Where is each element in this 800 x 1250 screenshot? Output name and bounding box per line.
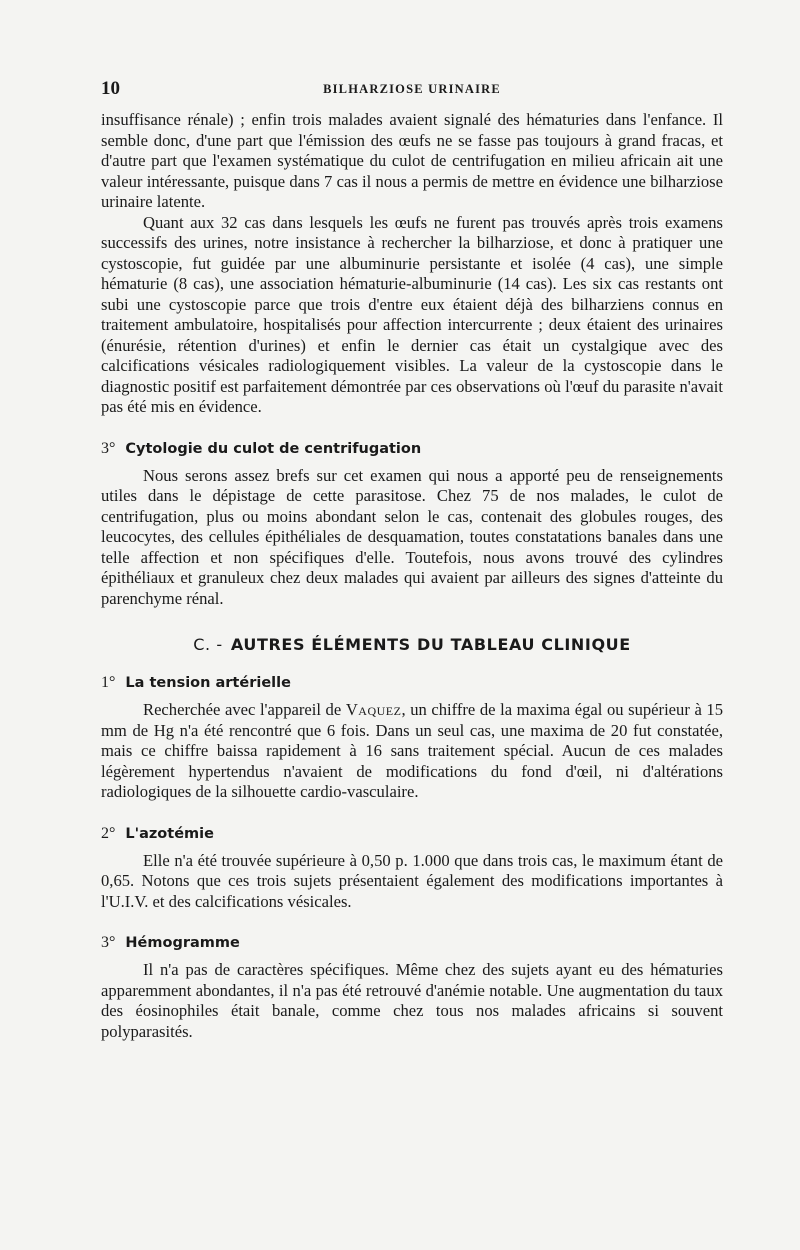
section-title: AUTRES ÉLÉMENTS DU TABLEAU CLINIQUE <box>230 635 631 654</box>
subsection-number: 3° <box>101 439 116 457</box>
subsection-heading-cytologie <box>101 440 723 458</box>
text-segment: , un chiffre de la maxima égal ou supérieur à 15 mm de Hg n'a été rencontré que 6 fois. Dans un seul cas, une maxima de 20 fut constatée, mais ce chiffre baissa rapidement à 16 sans traitement spécial. Aucun de ces malades légèrement hypertendus n'avaient de modifications du fond d'œil, ni d'altérations radiologiques de la silhouette cardio-vasculaire. <box>101 700 723 801</box>
paragraph-hemogramme: Il n'a pas de caractères spécifiques. Même chez des sujets ayant eu des hématuries apparemment abondantes, il n'a pas été retrouvé d'anémie notable. Une augmentation du taux des éosinophiles était banale, comme chez tous nos malades africains si souvent polyparasités. <box>101 960 723 1041</box>
subsection-heading-hemogramme <box>101 934 723 952</box>
text-segment: Recherchée avec l'appareil de <box>143 700 346 719</box>
page-number: 10 <box>101 78 120 99</box>
subsection-title: L'azotémie <box>125 825 214 842</box>
subsection-number: 3° <box>101 934 116 951</box>
subsection-heading-tension <box>101 674 723 692</box>
section-prefix: C. - <box>193 635 223 654</box>
section-heading-c <box>101 635 723 654</box>
document-page <box>101 78 723 1042</box>
running-title: BILHARZIOSE URINAIRE <box>323 82 501 96</box>
paragraph-cystoscopy: Quant aux 32 cas dans lesquels les œufs ne furent pas trouvés après trois examens successifs des urines, notre insistance à rechercher la bilharziose, et donc à pratiquer une cystoscopie, fut guidée par une albuminurie persistante et isolée (4 cas), une simple hématurie (8 cas), une association hématurie-albuminurie (14 cas). Les six cas restants ont subi une cystoscopie parce que trois d'entre eux étaient déjà des bilharziens connus en traitement ambulatoire, hospitalisés pour affection intercurrente ; deux étaient des urinaires (énurésie, rétention d'urines) et enfin le dernier cas était un cystalgique avec des calcifications vésicales radiologiquement visibles. La valeur de la cystoscopie dans le diagnostic positif est parfaitement démontrée par ces observations où l'œuf du parasite n'avait pas été mis en évidence. <box>101 212 723 416</box>
subsection-title: Hémogramme <box>125 935 240 951</box>
subsection-heading-azotemie <box>101 825 723 843</box>
subsection-title: La tension artérielle <box>125 675 291 691</box>
paragraph-cytologie: Nous serons assez brefs sur cet examen qui nous a apporté peu de renseignements utiles dans le dépistage de cette parasitose. Chez 75 de nos malades, le culot de centrifugation, plus ou moins abondant selon le cas, contenait des globules rouges, des leucocytes, des cellules épithéliales de desquamation, toutes constatations banales dans une telle affection et non spécifiques d'elle. Toutefois, nous avons trouvé des cylindres épithéliaux et granuleux chez deux malades qui avaient par ailleurs des signes d'atteinte du parenchyme rénal. <box>101 465 723 608</box>
paragraph-continuation: insuffisance rénale) ; enfin trois malades avaient signalé des hématuries dans l'enfance. Il semble donc, d'une part que l'émission des œufs ne se fasse pas toujours à grand fracas, et d'autre part que l'examen systématique du culot de centrifugation en milieu africain ait une valeur intéressante, puisque dans 7 cas il nous a permis de mettre en évidence une bilharziose urinaire latente. <box>101 110 723 211</box>
paragraph-azotemie: Elle n'a été trouvée supérieure à 0,50 p. 1.000 que dans trois cas, le maximum étant de 0,65. Notons que ces trois sujets présentaient également des modifications importantes à l'U.I.V. et des calcifications vésicales. <box>101 850 723 911</box>
page-header <box>101 78 723 102</box>
subsection-title: Cytologie du culot de centrifugation <box>125 440 422 457</box>
subsection-number: 1° <box>101 674 116 691</box>
author-name: Vaquez <box>345 700 402 719</box>
paragraph-tension <box>101 700 723 803</box>
subsection-number: 2° <box>101 824 116 842</box>
